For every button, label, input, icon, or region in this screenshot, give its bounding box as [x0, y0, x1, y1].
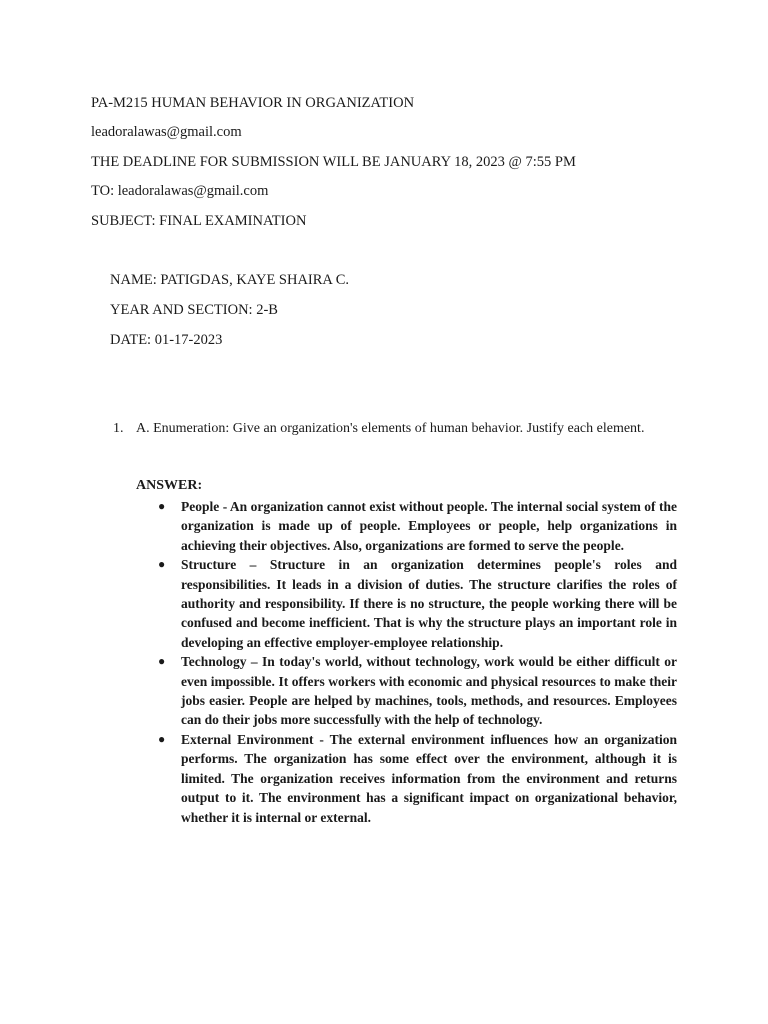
submission-date: DATE: 01-17-2023 [110, 332, 223, 348]
instructor-email: leadoralawas@gmail.com [91, 124, 242, 140]
year-section: YEAR AND SECTION: 2-B [110, 302, 278, 318]
question-number: 1. [113, 421, 124, 436]
bullet-icon: ● [158, 654, 166, 669]
answer-list [155, 497, 677, 827]
bullet-icon: ● [158, 499, 166, 513]
student-name: NAME: PATIGDAS, KAYE SHAIRA C. [110, 272, 350, 288]
answer-item-technology [155, 652, 677, 730]
answer-text: People - An organization cannot exist without people. The internal social system of the organization is made up of people. Employees or people, help organizations in achieving their objectives. Also, organizations are formed to serve the people. [181, 499, 677, 553]
answer-text: Technology – In today's world, without technology, work would be either difficult or even impossible. It offers workers with economic and physical resources to make their jobs easier. People are helped by machines, tools, methods, and resources. Employees can do their jobs more successfully with the help of technology. [181, 654, 677, 728]
bullet-icon: ● [158, 731, 166, 746]
answer-text: External Environment - The external environment influences how an organization performs. The organization has some effect over the environment, although it is limited. The organization receives information from the environment and returns output to it. The environment has a significant impact on organizational behavior, whether it is internal or external. [181, 731, 677, 825]
to-line: TO: leadoralawas@gmail.com [91, 183, 269, 199]
answer-item-external-environment [155, 730, 677, 827]
deadline-line: THE DEADLINE FOR SUBMISSION WILL BE JANUARY 18, 2023 @ 7:55 PM [91, 154, 576, 170]
course-title: PA-M215 HUMAN BEHAVIOR IN ORGANIZATION [91, 95, 415, 111]
answer-item-structure [155, 555, 677, 652]
subject-line: SUBJECT: FINAL EXAMINATION [91, 213, 307, 229]
answer-text: Structure – Structure in an organization determines people's roles and responsibilities. It leads in a division of duties. The structure clarifies the roles of authority and responsibility. If there is no structure, the people working there will be confused and become inefficient. That is why the structure plays an important role in developing an effective employer-employee relationship. [181, 557, 677, 650]
bullet-icon: ● [158, 557, 166, 572]
question-text: A. Enumeration: Give an organization's elements of human behavior. Justify each element. [136, 421, 645, 436]
answer-item-people [155, 497, 677, 555]
answer-label: ANSWER: [136, 478, 203, 493]
